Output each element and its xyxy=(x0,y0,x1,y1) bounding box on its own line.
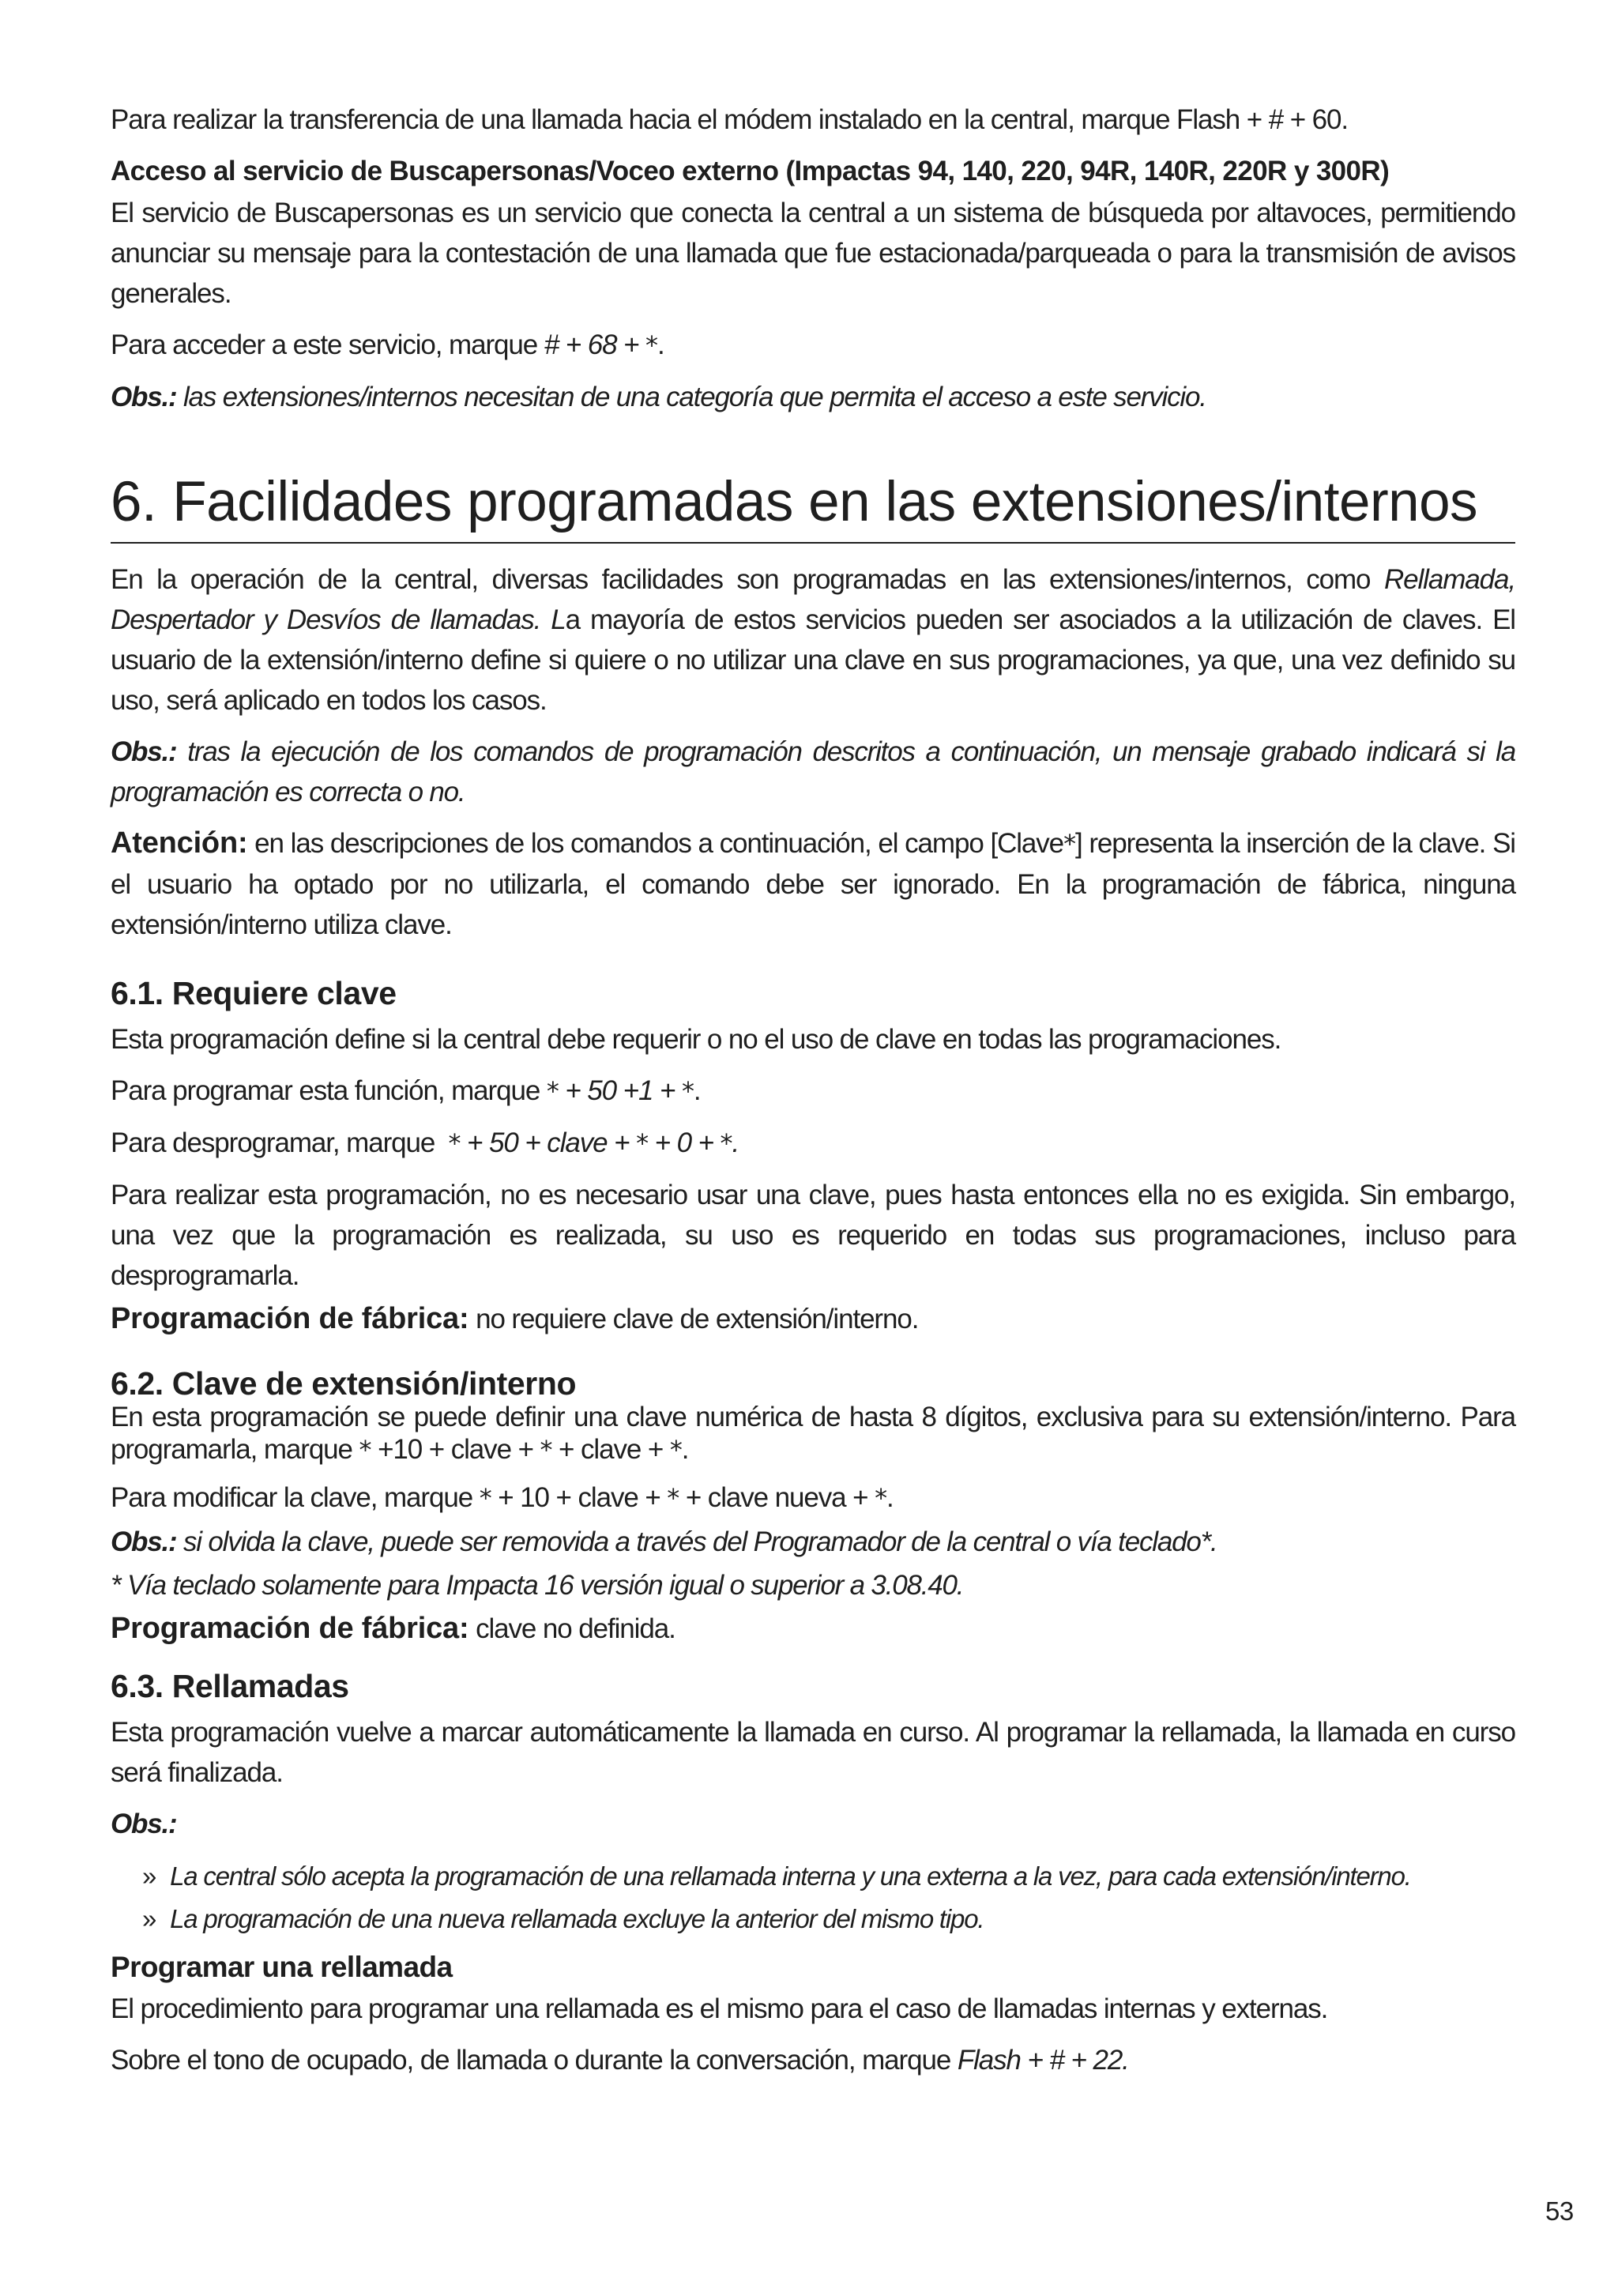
s61-note: Para realizar esta programación, no es necesario usar una clave, pues hasta entonces ella no es exigida. Sin embargo, una vez que la programación es realizada, su uso es requerido en todas sus programaciones, incluso para desprogramarla. xyxy=(111,1180,1515,1291)
desc-text: En esta programación se puede definir una clave numérica de hasta 8 dígitos, exclusiva para su extensión/interno. Para programarla, marque xyxy=(111,1402,1515,1465)
obs-label: Obs.: xyxy=(111,382,177,412)
intro-text-b: a mayoría de estos servicios pueden ser asociados a la utilización de claves. El usuario de la extensión/interno define si quiere o no utilizar una clave en sus programaciones, ya que, una vez definido su uso, será aplicado en todos los casos. xyxy=(111,604,1515,716)
s61-factory-setting xyxy=(111,1299,1515,1339)
s62-obs-note xyxy=(111,1522,1515,1562)
obs-label: Obs.: xyxy=(111,736,177,767)
obs-text: tras la ejecución de los comandos de programación descritos a continuación, un mensaje grabado indicará si la programación es correcta o no. xyxy=(111,736,1515,807)
bullet-mark: » xyxy=(142,1861,156,1891)
s62-modify-instruction xyxy=(111,1477,1515,1519)
page-number: 53 xyxy=(1545,2196,1574,2226)
star-key-icon: * xyxy=(875,1483,886,1513)
tone-code: Flash + # + 22. xyxy=(957,2045,1129,2076)
mod-prefix: Para modificar la clave, marque xyxy=(111,1482,480,1513)
attention-text-b: ] representa la inserción de la clave. Si el usuario ha optado por no utilizarla, el comando debe ser ignorado. En la programación de fábrica, ninguna extensión/interno utiliza clave. xyxy=(111,828,1515,940)
access-prefix: Para acceder a este servicio, marque xyxy=(111,329,544,360)
star-key-icon: * xyxy=(720,1128,732,1158)
desc-code-b: + clave + xyxy=(551,1434,670,1465)
star-key-icon: * xyxy=(479,1483,491,1513)
star-key-icon: * xyxy=(540,1435,552,1465)
program-redial-heading: Programar una rellamada xyxy=(111,1951,453,1983)
prog-end: . xyxy=(693,1075,701,1106)
list-item xyxy=(142,1898,1515,1940)
obs-label: Obs.: xyxy=(111,1526,177,1557)
obs-text: las extensiones/internos necesitan de una categoría que permita el acceso a este servicio. xyxy=(176,382,1206,412)
desc-code-a: +10 + clave + xyxy=(371,1434,540,1465)
s63-description: Esta programación vuelve a marcar automáticamente la llamada en curso. Al programar la rellamada, la llamada en curso será finalizada. xyxy=(111,1717,1515,1788)
paging-obs-note xyxy=(111,377,1515,417)
star-key-icon: * xyxy=(448,1128,461,1158)
section-number: 6. xyxy=(111,471,157,533)
attention-label: Atención: xyxy=(111,826,248,860)
section-6-obs-note xyxy=(111,732,1515,812)
subsection-6-3-title: 6.3. Rellamadas xyxy=(111,1668,349,1704)
mod-code-a: + 10 + clave + xyxy=(491,1482,668,1513)
section-6-title xyxy=(111,466,1515,544)
s61-description: Esta programación define si la central debe requerir o no el uso de clave en todas las programaciones. xyxy=(111,1024,1281,1055)
intro-italic: Rellamada, Despertador y Desvíos de llamadas. L xyxy=(111,564,1515,635)
bullet-text: La programación de una nueva rellamada excluye la anterior del mismo tipo. xyxy=(170,1904,984,1933)
list-item xyxy=(142,1855,1515,1898)
star-key-icon: * xyxy=(645,330,657,360)
prog-prefix: Para programar esta función, marque xyxy=(111,1075,547,1106)
subsection-6-2-title: 6.2. Clave de extensión/interno xyxy=(111,1365,577,1402)
star-key-icon: * xyxy=(546,1076,559,1106)
s61-deprogram-instruction xyxy=(111,1123,1515,1164)
s63-obs-list xyxy=(111,1855,1515,1940)
star-key-icon: * xyxy=(681,1076,694,1106)
s61-program-instruction xyxy=(111,1071,1515,1112)
transfer-instruction: Para realizar la transferencia de una llamada hacia el módem instalado en la central, marque Flash + # + 60. xyxy=(111,104,1349,135)
star-key-icon: * xyxy=(636,1128,648,1158)
obs-text: si olvida la clave, puede ser removida a través del Programador de la central o vía teclado*. xyxy=(176,1526,1217,1557)
s63-obs-label xyxy=(111,1804,1515,1844)
access-end: . xyxy=(657,329,664,360)
paging-heading: Acceso al servicio de Buscapersonas/Voceo externo (Impactas 94, 140, 220, 94R, 140R, 220R y 300R) xyxy=(111,156,1390,186)
mod-code-b: + clave nueva + xyxy=(679,1482,875,1513)
obs-label: Obs.: xyxy=(111,1809,177,1839)
deprog-code-b: + 0 + xyxy=(648,1127,721,1158)
desc-end: . xyxy=(681,1434,689,1465)
paging-access-instruction xyxy=(111,325,1515,366)
star-key-icon: * xyxy=(359,1435,371,1465)
s62-description xyxy=(111,1401,1515,1466)
attention-text-a: en las descripciones de los comandos a continuación, el campo [Clave xyxy=(247,828,1064,859)
subsection-6-1-title: 6.1. Requiere clave xyxy=(111,975,397,1011)
attention-note xyxy=(111,823,1515,945)
section-title-text: Facilidades programadas en las extensiones/internos xyxy=(172,471,1478,533)
deprog-code-a: + 50 + clave + xyxy=(460,1127,637,1158)
star-key-icon: * xyxy=(1063,829,1075,859)
document-page xyxy=(111,100,1515,2091)
prog-code: + 50 +1 + xyxy=(558,1075,682,1106)
star-key-icon: * xyxy=(669,1435,682,1465)
intro-text-a: En la operación de la central, diversas facilidades son programadas en las extensiones/internos, como xyxy=(111,564,1384,595)
s62-footnote: * Vía teclado solamente para Impacta 16 versión igual o superior a 3.08.40. xyxy=(111,1570,964,1601)
deprog-prefix: Para desprogramar, marque xyxy=(111,1127,449,1158)
s62-factory-setting xyxy=(111,1609,1515,1649)
factory-label: Programación de fábrica: xyxy=(111,1302,469,1335)
access-code: # + 68 + xyxy=(544,329,646,360)
factory-text: no requiere clave de extensión/interno. xyxy=(468,1304,919,1334)
bullet-mark: » xyxy=(142,1904,156,1933)
tone-prefix: Sobre el tono de ocupado, de llamada o durante la conversación, marque xyxy=(111,2045,958,2076)
section-6-intro xyxy=(111,559,1515,721)
s63-tone-instruction xyxy=(111,2040,1515,2080)
s63-procedure: El procedimiento para programar una rellamada es el mismo para el caso de llamadas internas y externas. xyxy=(111,1993,1328,2024)
paging-description: El servicio de Buscapersonas es un servicio que conecta la central a un sistema de búsqueda por altavoces, permitiendo anunciar su mensaje para la contestación de una llamada que fue estacionada/parqueada o para la transmisión de avisos generales. xyxy=(111,198,1515,309)
factory-text: clave no definida. xyxy=(468,1613,675,1644)
bullet-text: La central sólo acepta la programación de una rellamada interna y una externa a la vez, para cada extensión/interno. xyxy=(170,1861,1411,1891)
factory-label: Programación de fábrica: xyxy=(111,1612,469,1645)
star-key-icon: * xyxy=(667,1483,679,1513)
deprog-end: . xyxy=(732,1127,739,1158)
mod-end: . xyxy=(886,1482,894,1513)
